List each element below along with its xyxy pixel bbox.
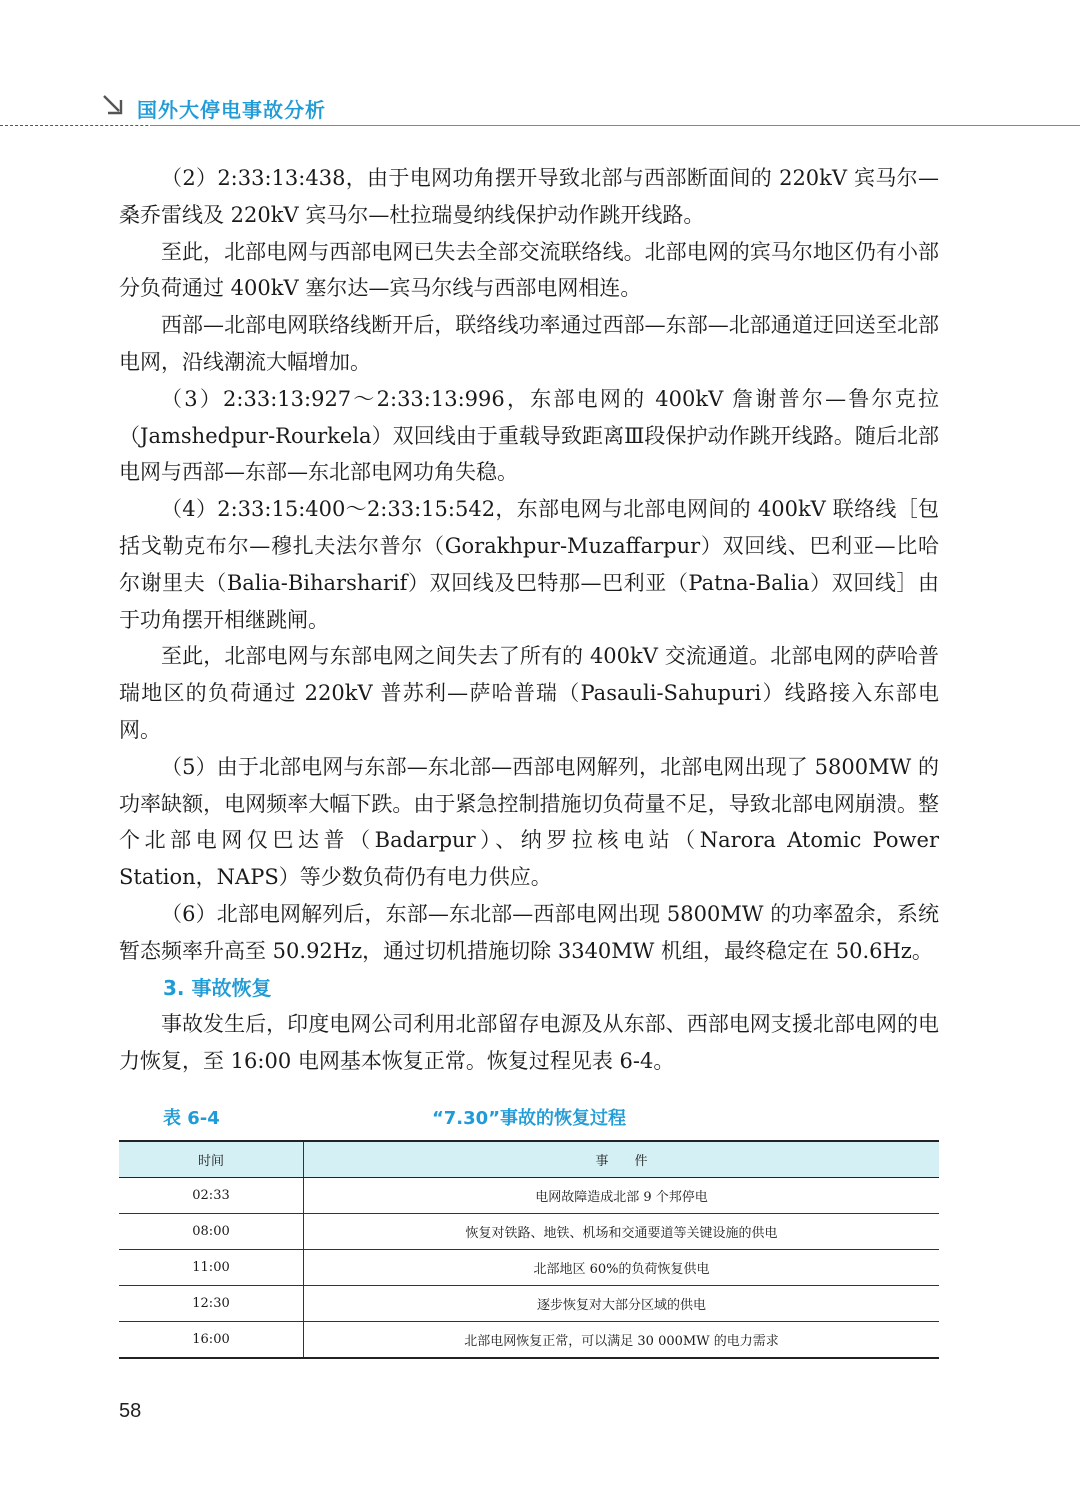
paragraph: （6）北部电网解列后，东部—东北部—西部电网出现 5800MW 的功率盈余，系统暂态频率升高至 50.92Hz，通过切机措施切除 3340MW 机组，最终稳定在 50.6Hz。 bbox=[119, 901, 939, 963]
time-cell: 02:33 bbox=[119, 1178, 304, 1214]
paragraph: 至此，北部电网与西部电网已失去全部交流联络线。北部电网的宾马尔地区仍有小部分负荷通过 400kV 塞尔达—宾马尔线与西部电网相连。 bbox=[119, 239, 939, 301]
book-title: 国外大停电事故分析 bbox=[137, 98, 326, 122]
table-row bbox=[119, 1250, 939, 1286]
time-cell: 12:30 bbox=[119, 1286, 304, 1322]
table-header-row bbox=[119, 1141, 939, 1178]
paragraph: （5）由于北部电网与东部—东北部—西部电网解列，北部电网出现了 5800MW 的功率缺额，电网频率大幅下跌。由于紧急控制措施切负荷量不足，导致北部电网崩溃。整个北部电网仅巴达普（Badarpur）、纳罗拉核电站（Narora Atomic Power Station，NAPS）等少数负荷仍有电力供应。 bbox=[119, 754, 939, 890]
paragraph: （4）2:33:15:400～2:33:15:542，东部电网与北部电网间的 400kV 联络线［包括戈勒克布尔—穆扎夫法尔普尔（Gorakhpur-Muzaffarpur）双回线、巴利亚—比哈尔谢里夫（Balia-Biharsharif）双回线及巴特那—巴利亚（Patna-Balia）双回线］由于功角摆开相继跳闸。 bbox=[119, 497, 939, 632]
table-row bbox=[119, 1178, 939, 1214]
table-number: 表 6-4 bbox=[163, 1108, 220, 1129]
table-row bbox=[119, 1286, 939, 1322]
table-caption bbox=[119, 1104, 939, 1132]
event-cell: 电网故障造成北部 9 个邦停电 bbox=[304, 1178, 940, 1214]
paragraph: （2）2:33:13:438，由于电网功角摆开导致北部与西部断面间的 220kV 宾马尔—桑乔雷线及 220kV 宾马尔—杜拉瑞曼纳线保护动作跳开线路。 bbox=[119, 166, 939, 227]
body-text bbox=[119, 160, 939, 1080]
recovery-table bbox=[119, 1140, 939, 1359]
corner-arrow-icon bbox=[100, 92, 126, 118]
section-heading: 3. 事故恢复 bbox=[163, 975, 272, 1000]
time-cell: 11:00 bbox=[119, 1250, 304, 1286]
running-header bbox=[0, 84, 1080, 134]
time-cell: 16:00 bbox=[119, 1322, 304, 1359]
column-header-time: 时间 bbox=[119, 1141, 304, 1178]
page-number: 58 bbox=[119, 1400, 142, 1422]
paragraph: 西部—北部电网联络线断开后，联络线功率通过西部—东部—北部通道迂回送至北部电网，沿线潮流大幅增加。 bbox=[119, 313, 939, 374]
table-title: “7.30”事故的恢复过程 bbox=[431, 1108, 627, 1129]
table-row bbox=[119, 1214, 939, 1250]
table-row bbox=[119, 1322, 939, 1359]
event-cell: 北部电网恢复正常，可以满足 30 000MW 的电力需求 bbox=[304, 1322, 940, 1359]
paragraph: 事故发生后，印度电网公司利用北部留存电源及从东部、西部电网支援北部电网的电力恢复，至 16:00 电网基本恢复正常。恢复过程见表 6-4。 bbox=[119, 1012, 939, 1074]
event-cell: 恢复对铁路、地铁、机场和交通要道等关键设施的供电 bbox=[304, 1214, 940, 1250]
event-cell: 逐步恢复对大部分区域的供电 bbox=[304, 1286, 940, 1322]
paragraph: （3）2:33:13:927～2:33:13:996，东部电网的 400kV 詹谢普尔—鲁尔克拉（Jamshedpur-Rourkela）双回线由于重载导致距离Ⅲ段保护动作跳开线路。随后北部电网与西部—东部—东北部电网功角失稳。 bbox=[119, 386, 939, 485]
paragraph: 至此，北部电网与东部电网之间失去了所有的 400kV 交流通道。北部电网的萨哈普瑞地区的负荷通过 220kV 普苏利—萨哈普瑞（Pasauli-Sahupuri）线路接入东部电网。 bbox=[119, 644, 939, 742]
header-rule-line bbox=[150, 125, 1080, 126]
event-cell: 北部地区 60%的负荷恢复供电 bbox=[304, 1250, 940, 1286]
time-cell: 08:00 bbox=[119, 1214, 304, 1250]
column-header-event: 事 件 bbox=[304, 1141, 940, 1178]
